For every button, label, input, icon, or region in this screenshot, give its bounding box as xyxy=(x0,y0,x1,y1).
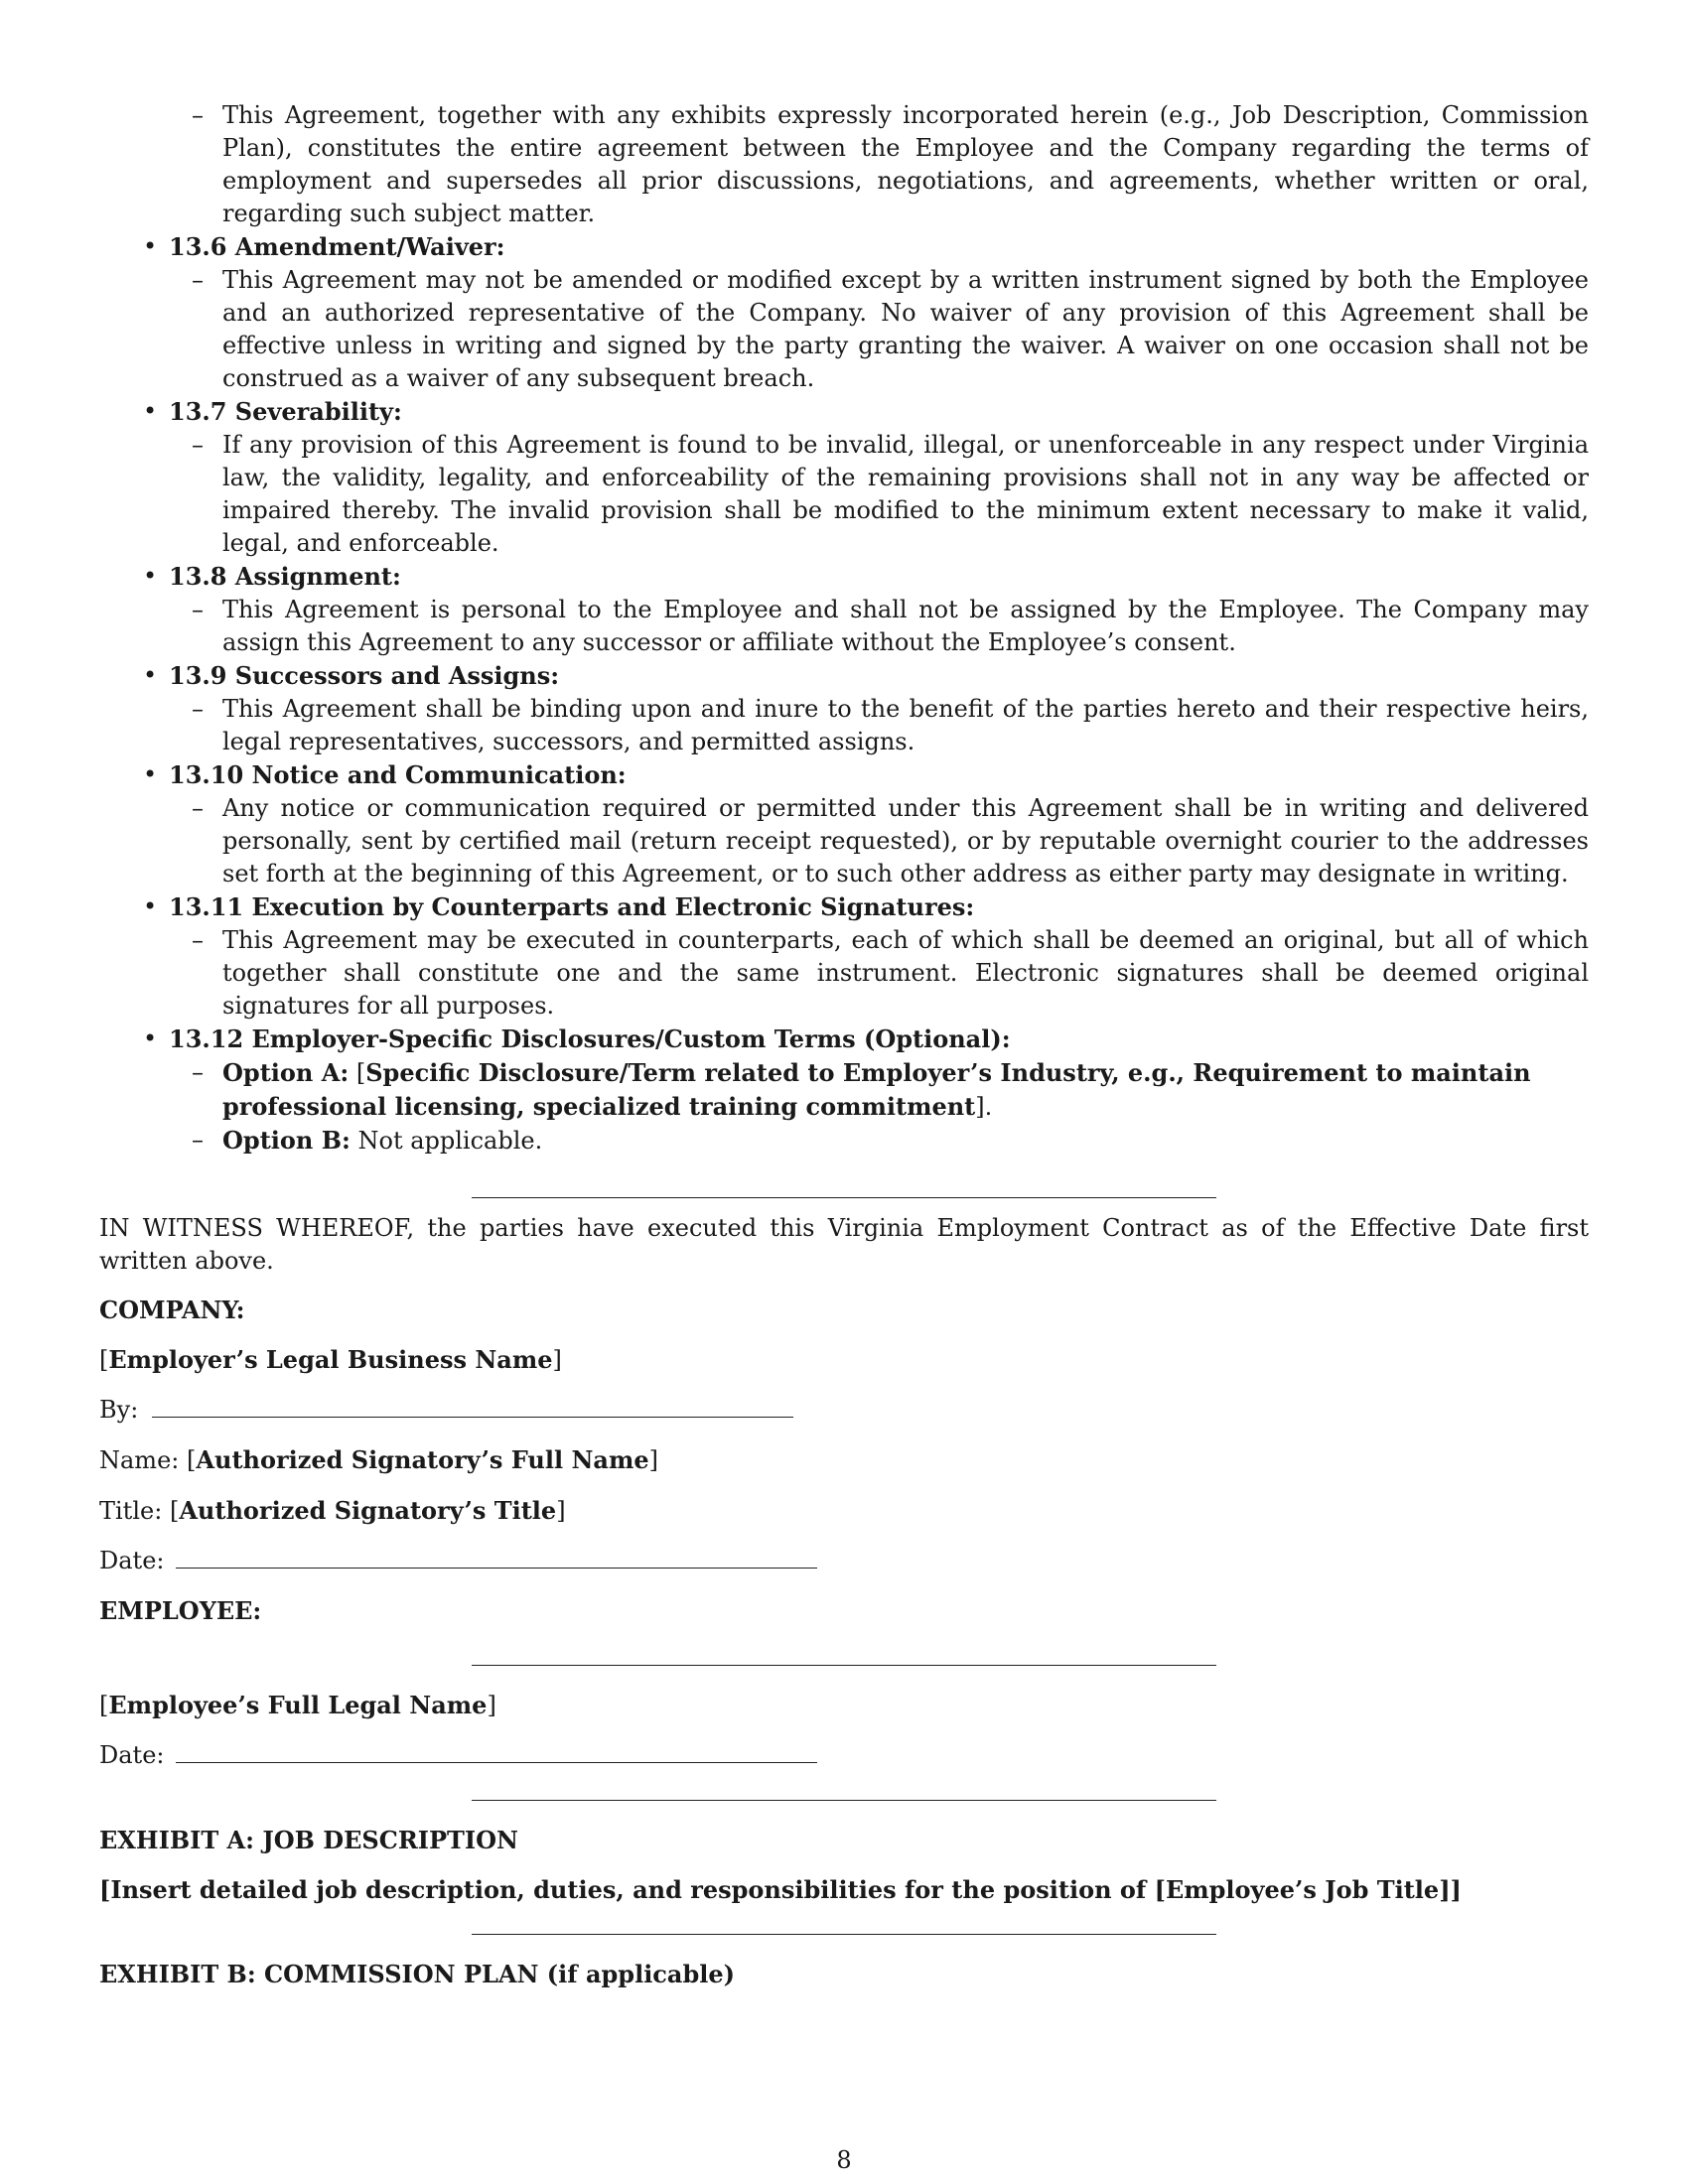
section-heading: 13.11 Execution by Counterparts and Electronic Signatures: xyxy=(169,892,975,921)
option-b-text: Not applicable. xyxy=(357,1127,543,1155)
option-a-text: Specific Disclosure/Term related to Employer’s Industry, e.g., Requirement to maintain professional licensing, specialized training commitment xyxy=(222,1058,1531,1121)
open-bracket: [ xyxy=(187,1446,197,1474)
signatory-title: Authorized Signatory’s Title xyxy=(179,1496,557,1525)
title-label: Title: xyxy=(99,1497,163,1525)
close-bracket: ] xyxy=(648,1446,658,1474)
company-business-name: Employer’s Legal Business Name xyxy=(108,1345,553,1374)
section-13-11 xyxy=(129,890,1589,1023)
entire-agreement-item: – This Agreement, together with any exhibits expressly incorporated herein (e.g., Job Description, Commission Plan), constitutes the entire agreement between the Employee and the Company regarding the terms of employment and supersedes all prior discussions, negotiations, and agreements, whether written or oral, regarding such subject matter. xyxy=(222,99,1589,230)
page-number: 8 xyxy=(836,2146,852,2174)
section-13-10 xyxy=(129,758,1589,890)
company-business-name-line xyxy=(99,1343,1589,1377)
exhibit-a-heading: EXHIBIT A: JOB DESCRIPTION xyxy=(99,1826,518,1854)
option-a-close-bracket: ]. xyxy=(975,1093,993,1121)
section-body: – This Agreement may be executed in counterparts, each of which shall be deemed an original, but all of which together shall constitute one and the same instrument. Electronic signatures shall be deemed original signatures for all purposes. xyxy=(222,924,1589,1023)
employee-heading: EMPLOYEE: xyxy=(99,1596,262,1625)
employee-full-name: Employee’s Full Legal Name xyxy=(108,1691,488,1719)
name-label: Name: xyxy=(99,1446,180,1474)
date-label: Date: xyxy=(99,1741,165,1769)
section-13-6 xyxy=(129,230,1589,395)
section-heading: 13.9 Successors and Assigns: xyxy=(169,661,560,690)
section-body: – This Agreement may not be amended or modified except by a written instrument signed by both the Employee and an authorized representative of the Company. No waiver of any provision of this Agreement shall be effective unless in writing and signed by the party granting the waiver. A waiver on one occasion shall not be construed as a waiver of any subsequent breach. xyxy=(222,264,1589,395)
section-body: – If any provision of this Agreement is found to be invalid, illegal, or unenforceable in any respect under Virginia law, the validity, legality, and enforceability of the remaining provisions shall not in any way be affected or impaired thereby. The invalid provision shall be modified to the minimum extent necessary to make it valid, legal, and enforceable. xyxy=(222,429,1589,560)
continuation-list xyxy=(99,99,1589,230)
section-list xyxy=(99,230,1589,1158)
section-13-9 xyxy=(129,659,1589,758)
company-date-field[interactable] xyxy=(176,1546,817,1569)
section-heading: 13.8 Assignment: xyxy=(169,562,401,591)
company-date-line xyxy=(99,1545,1589,1577)
contract-page xyxy=(99,99,1589,1990)
open-bracket: [ xyxy=(99,1692,109,1719)
exhibit-b-heading: EXHIBIT B: COMMISSION PLAN (if applicable) xyxy=(99,1960,735,1988)
option-a-open-bracket: [ xyxy=(355,1059,366,1087)
section-13-12 xyxy=(129,1023,1589,1158)
open-bracket: [ xyxy=(169,1497,180,1525)
section-13-7 xyxy=(129,395,1589,560)
close-bracket: ] xyxy=(556,1497,566,1525)
open-bracket: [ xyxy=(99,1346,109,1374)
section-body: – Any notice or communication required or permitted under this Agreement shall be in writing and delivered personally, sent by certified mail (return receipt requested), or by reputable overnight courier to the addresses set forth at the beginning of this Agreement, or to such other address as either party may designate in writing. xyxy=(222,792,1589,890)
section-heading: 13.6 Amendment/Waiver: xyxy=(169,232,505,261)
section-13-8 xyxy=(129,560,1589,659)
company-title-line xyxy=(99,1494,1589,1528)
by-label: By: xyxy=(99,1396,139,1424)
exhibit-a-body: [Insert detailed job description, duties, and responsibilities for the position of [Employee’s Job Title]] xyxy=(99,1875,1462,1904)
company-signature-line[interactable] xyxy=(152,1395,793,1418)
signatory-name: Authorized Signatory’s Full Name xyxy=(196,1445,649,1474)
option-a-item xyxy=(222,1056,1589,1124)
employee-date-field[interactable] xyxy=(176,1740,817,1763)
option-b-label: Option B: xyxy=(222,1126,351,1155)
option-b-item xyxy=(222,1124,1589,1158)
close-bracket: ] xyxy=(552,1346,562,1374)
company-by-line xyxy=(99,1394,1589,1427)
section-heading: 13.7 Severability: xyxy=(169,397,402,426)
close-bracket: ] xyxy=(487,1692,496,1719)
witness-clause: IN WITNESS WHEREOF, the parties have executed this Virginia Employment Contract as of the Effective Date first written above. xyxy=(99,1214,1589,1275)
company-name-line xyxy=(99,1443,1589,1477)
section-heading: 13.10 Notice and Communication: xyxy=(169,760,627,789)
employee-date-line xyxy=(99,1739,1589,1772)
section-body: – This Agreement shall be binding upon and inure to the benefit of the parties hereto and their respective heirs, legal representatives, successors, and permitted assigns. xyxy=(222,693,1589,758)
option-a-label: Option A: xyxy=(222,1058,350,1087)
section-body: – This Agreement is personal to the Employee and shall not be assigned by the Employee. The Company may assign this Agreement to any successor or affiliate without the Employee’s consent. xyxy=(222,594,1589,659)
date-label: Date: xyxy=(99,1547,165,1574)
employee-name-line xyxy=(99,1689,1589,1722)
section-heading: 13.12 Employer-Specific Disclosures/Custom Terms (Optional): xyxy=(169,1024,1011,1053)
company-heading: COMPANY: xyxy=(99,1296,245,1324)
